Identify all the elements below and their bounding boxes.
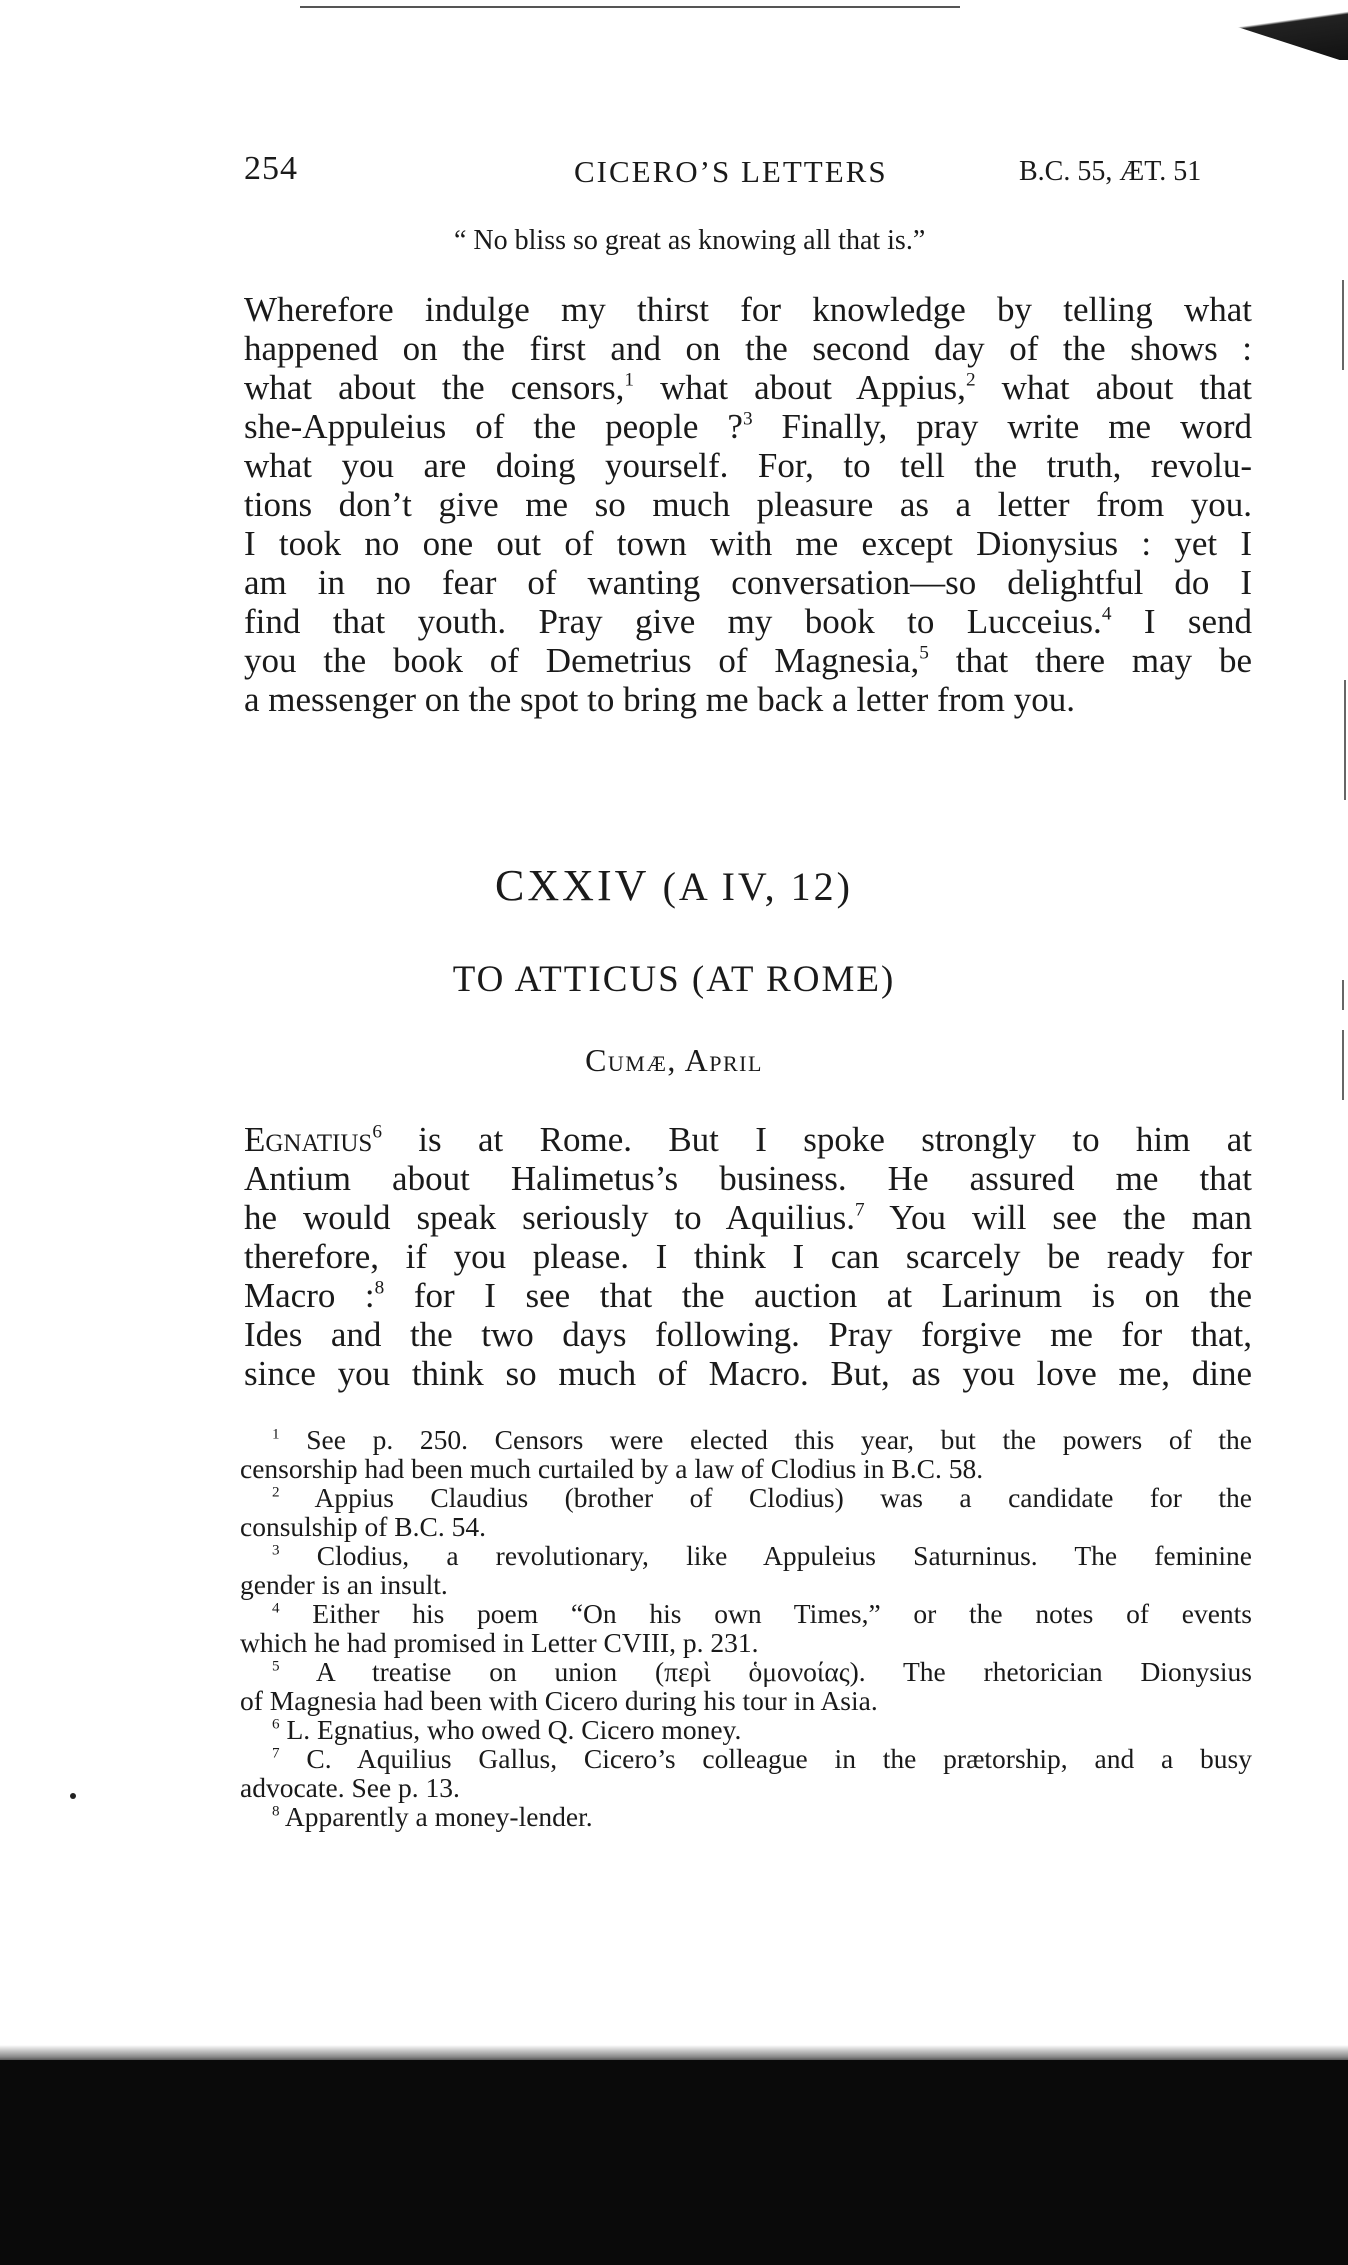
text-line: what you are doing yourself. For, to tell the truth, revolu- [244,446,1252,485]
footnote-text: A treatise on union (περὶ ὁμονοίας). The rhetorician Dionysius [279,1656,1252,1687]
text-line [244,641,1252,680]
text-segment: is at Rome. But I spoke strongly to him at [381,1120,1252,1159]
footnote-line: of Magnesia had been with Cicero during his tour in Asia. [240,1685,878,1716]
footnote-marker: 7 [272,1745,280,1762]
scan-edge-line [300,6,960,8]
text-line: a messenger on the spot to bring me back a letter from you. [244,680,1076,719]
text-line [244,368,1252,407]
footnote-marker: 2 [272,1484,280,1501]
letter-heading [0,860,1348,911]
footnote-line: which he had promised in Letter CVIII, p. 231. [240,1627,759,1658]
footnote-line: consulship of B.C. 54. [240,1511,486,1542]
text-segment: Macro : [244,1276,375,1315]
text-line: happened on the first and on the second day of the shows : [244,329,1252,368]
footnote-text: L. Egnatius, who owed Q. Cicero money. [279,1714,742,1745]
footnote-marker: 5 [272,1658,280,1675]
footnote-text: Appius Claudius (brother of Clodius) was a candidate for the [279,1482,1252,1513]
footnote-line [240,1744,1252,1773]
footnote-line [240,1483,1252,1512]
running-head [244,150,1244,200]
text-segment: that there may be [928,641,1252,680]
footnote-line: advocate. See p. 13. [240,1772,460,1803]
text-segment: find that youth. Pray give my book to Lucceius. [244,602,1102,641]
text-line: Wherefore indulge my thirst for knowledge by telling what [244,290,1252,329]
text-line: I took no one out of town with me except Dionysius : yet I [244,524,1252,563]
text-line: tions don’t give me so much pleasure as a letter from you. [244,485,1252,524]
footnote-text: C. Aquilius Gallus, Cicero’s colleague in the prætorship, and a busy [279,1743,1252,1774]
text-segment: for I see that the auction at Larinum is on the [384,1276,1252,1315]
footnote-marker: 3 [742,408,753,430]
footnote-marker: 2 [965,369,976,391]
footnote-line [240,1715,1252,1744]
text-line: since you think so much of Macro. But, as you love me, dine [244,1354,1252,1393]
running-date: B.C. 55, ÆT. 51 [1019,156,1202,187]
margin-mark [1342,280,1344,370]
footnote-text: Apparently a money-lender. [279,1801,593,1832]
scan-corner-shadow [1180,0,1348,60]
letter-number: CXXIV [495,861,649,910]
footnote-line [240,1425,1252,1454]
scan-bottom-shadow [0,2060,1348,2265]
footnote-line: censorship had been much curtailed by a law of Clodius in B.C. 58. [240,1453,984,1484]
text-segment: Finally, pray write me word [752,407,1252,446]
ink-dot [70,1793,76,1799]
page-number: 254 [244,150,298,187]
footnote-line: gender is an insult. [240,1569,448,1600]
margin-mark [1344,680,1346,800]
text-segment: what about Appius, [634,368,966,407]
letter-body [244,1120,1252,1393]
footnote-marker: 4 [1101,603,1112,625]
footnote-text: Clodius, a revolutionary, like Appuleius Saturninus. The feminine [279,1540,1252,1571]
text-segment: I send [1111,602,1253,641]
letter-address: TO ATTICUS (AT ROME) [452,959,896,1000]
text-line: Antium about Halimetus’s business. He assured me that [244,1159,1252,1198]
footnote-marker: 5 [919,642,929,664]
footnote-marker: 8 [272,1803,280,1820]
footnote-marker: 6 [272,1716,280,1733]
text-line [244,1120,1252,1159]
running-title: CICERO’S LETTERS [574,154,888,189]
footnotes [240,1425,1252,1831]
text-line [244,602,1252,641]
text-line [244,1276,1252,1315]
footnote-marker: 1 [272,1426,280,1443]
text-segment: you the book of Demetrius of Magnesia, [244,641,920,680]
text-segment: he would speak seriously to Aquilius. [244,1198,855,1237]
text-line [244,1198,1252,1237]
text-line: therefore, if you please. I think I can scarcely be ready for [244,1237,1252,1276]
footnote-text: See p. 250. Censors were elected this year, but the powers of the [279,1424,1252,1455]
footnote-line [240,1657,1252,1686]
letter-place-date: Cumæ, April [585,1042,763,1078]
footnote-marker: 1 [624,369,635,391]
text-line [244,407,1252,446]
footnote-text: Either his poem “On his own Times,” or the notes of events [279,1598,1252,1629]
text-segment: what about the censors, [244,368,625,407]
letter-body-continued [244,290,1252,719]
footnote-marker: 4 [272,1600,280,1617]
footnote-marker: 8 [374,1277,385,1299]
text-line: Ides and the two days following. Pray forgive me for that, [244,1315,1252,1354]
text-segment: Egnatius [244,1120,373,1159]
text-segment: You will see the man [864,1198,1252,1237]
footnote-line [240,1802,1252,1831]
footnote-marker: 6 [372,1121,382,1143]
footnote-marker: 3 [272,1542,280,1559]
letter-reference: (A IV, 12) [662,864,853,909]
footnote-line [240,1599,1252,1628]
footnote-marker: 7 [854,1199,865,1221]
text-line: am in no fear of wanting conversation—so delightful do I [244,563,1252,602]
text-segment: she-Appuleius of the people ? [244,407,743,446]
text-segment: what about that [975,368,1252,407]
footnote-line [240,1541,1252,1570]
verse-quote: “ No bliss so great as knowing all that is.” [454,225,926,256]
